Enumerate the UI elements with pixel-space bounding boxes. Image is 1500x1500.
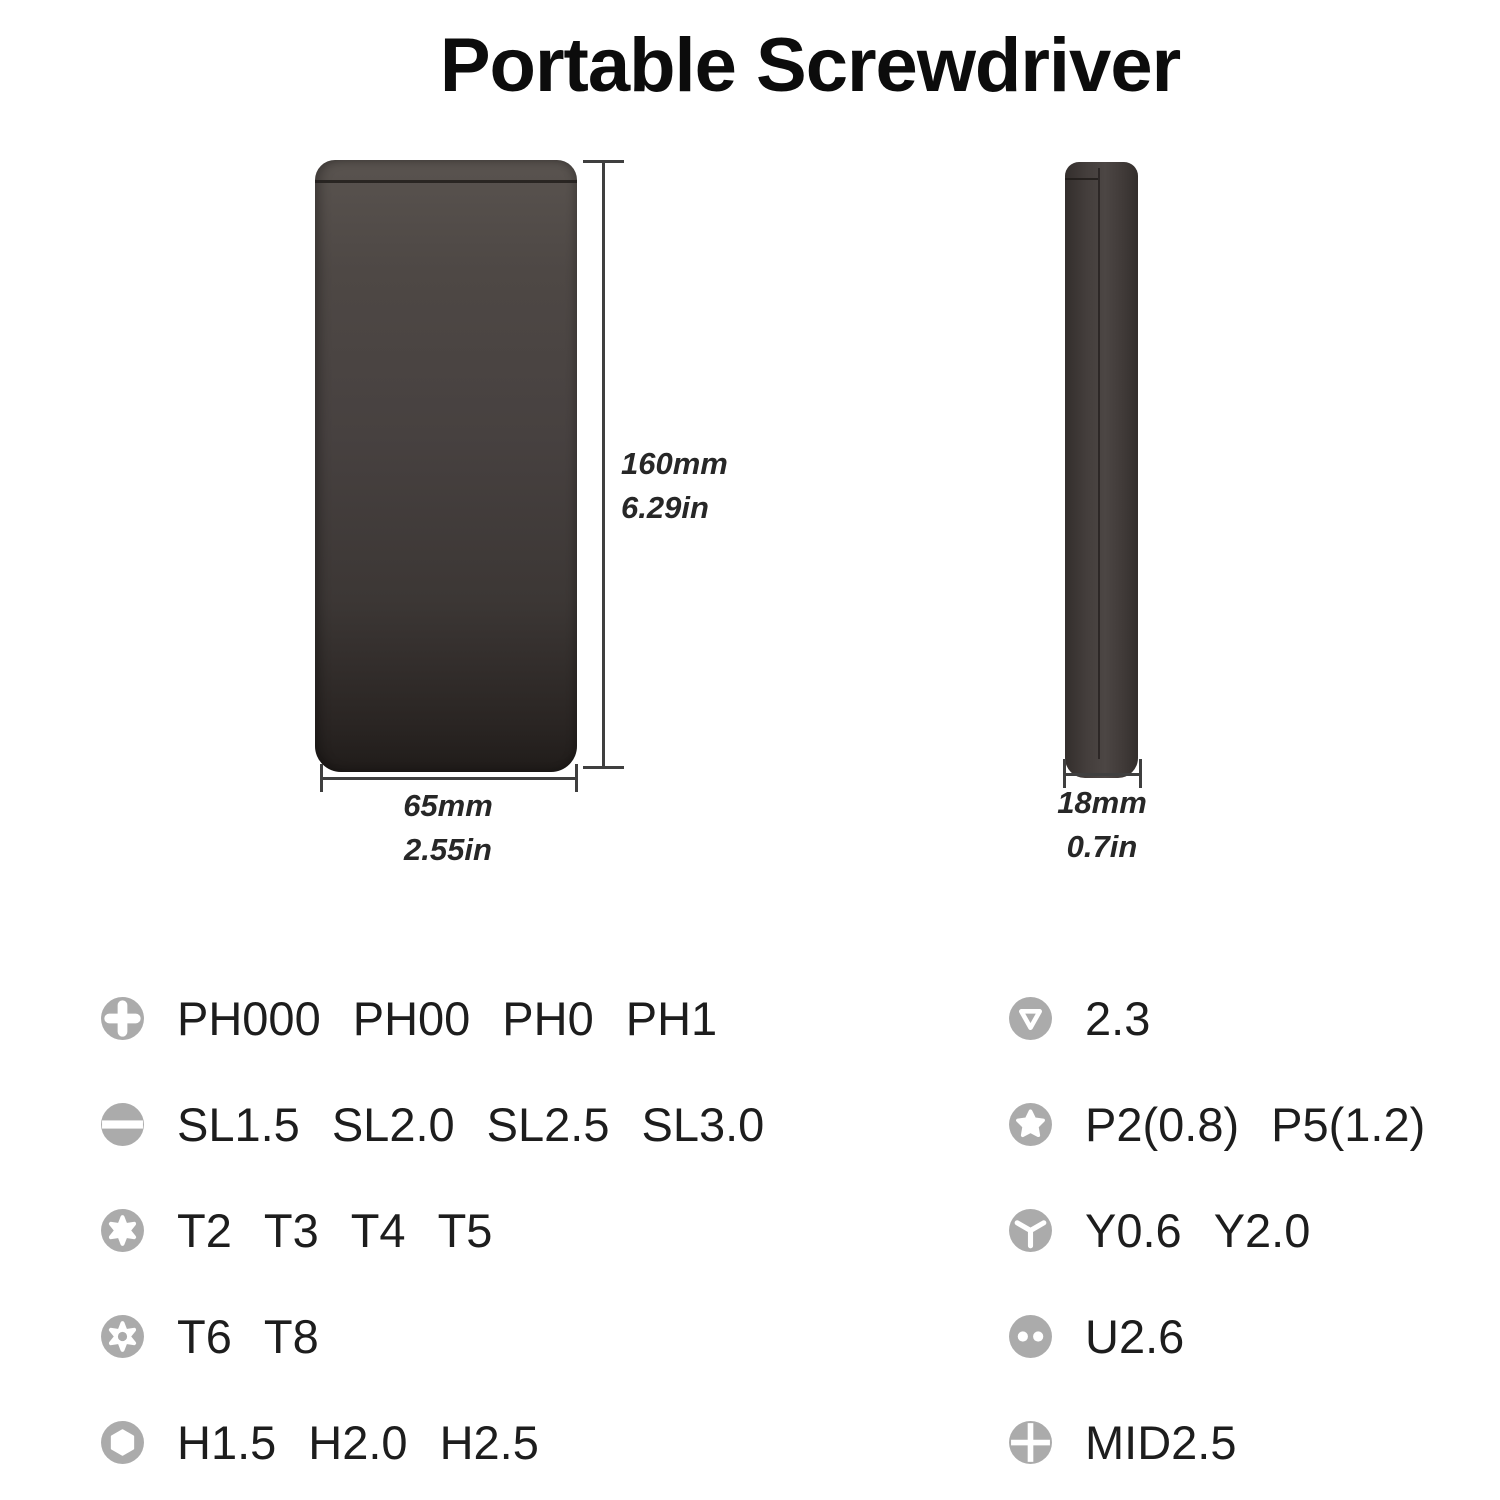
mid-bit-icon [1008,1420,1053,1465]
phillips-bit-icon [100,996,145,1041]
height-imperial: 6.29in [621,490,709,525]
bit-size-label: SL3.0 [641,1097,765,1151]
bit-size-label: 2.3 [1085,991,1151,1045]
torx-bit-icon [100,1208,145,1253]
bit-size-label: P2(0.8) [1085,1097,1240,1151]
bit-row [100,1071,764,1177]
bits-column-left [100,965,764,1495]
hex-bit-icon [100,1420,145,1465]
bit-size-label: SL1.5 [177,1097,300,1151]
width-dimension-line [320,777,578,780]
bit-size-label: H2.5 [439,1415,539,1469]
bit-size-label: P5(1.2) [1271,1097,1426,1151]
bit-size-label: MID2.5 [1085,1415,1237,1469]
bit-size-label: Y0.6 [1085,1203,1182,1257]
bit-row [1008,1177,1425,1283]
bit-row [100,1177,764,1283]
bit-row [100,965,764,1071]
bit-size-label: T6 [177,1309,232,1363]
bit-size-label: SL2.5 [486,1097,610,1151]
bit-size-label: U2.6 [1085,1309,1185,1363]
width-metric: 65mm [403,788,493,823]
side-cap-seam [1065,178,1098,180]
u-type-bit-icon [1008,1314,1053,1359]
bit-size-label: SL2.0 [331,1097,455,1151]
bit-size-label: T4 [350,1203,406,1257]
depth-dimension-label [1042,781,1162,869]
width-dimension-label [318,784,578,872]
bit-size-label: H2.0 [308,1415,408,1469]
bit-size-label: PH0 [502,991,594,1045]
bit-row [100,1283,764,1389]
bit-size-label: T8 [263,1309,319,1363]
slotted-bit-icon [100,1102,145,1147]
screwdriver-side-view [1065,162,1138,778]
bit-size-label: Y2.0 [1213,1203,1311,1257]
screwdriver-front-view [315,160,577,772]
bit-size-label: T2 [177,1203,232,1257]
bit-size-label: PH000 [177,991,321,1045]
pentalobe-bit-icon [1008,1102,1053,1147]
height-dimension-cap-bottom [583,766,624,769]
bits-column-right [1008,965,1425,1495]
bit-size-label: PH00 [352,991,471,1045]
bit-size-label: PH1 [625,991,718,1045]
bit-size-label: H1.5 [177,1415,277,1469]
height-dimension-label [621,442,728,530]
bit-row [1008,1389,1425,1495]
width-imperial: 2.55in [404,832,492,867]
torx-security-bit-icon [100,1314,145,1359]
side-seam [1098,168,1100,759]
depth-dimension-line [1063,773,1142,776]
front-cap-seam [315,180,577,183]
y-type-bit-icon [1008,1208,1053,1253]
bit-row [1008,965,1425,1071]
bit-size-label: T3 [263,1203,319,1257]
depth-imperial: 0.7in [1066,829,1138,864]
bit-size-label: T5 [437,1203,493,1257]
height-dimension-line [602,162,605,768]
depth-metric: 18mm [1057,785,1147,820]
height-metric: 160mm [621,446,728,481]
bit-row [1008,1071,1425,1177]
triangle-bit-icon [1008,996,1053,1041]
bit-row [100,1389,764,1495]
height-dimension-cap-top [583,160,624,163]
bit-row [1008,1283,1425,1389]
page-title: Portable Screwdriver [439,23,1181,108]
